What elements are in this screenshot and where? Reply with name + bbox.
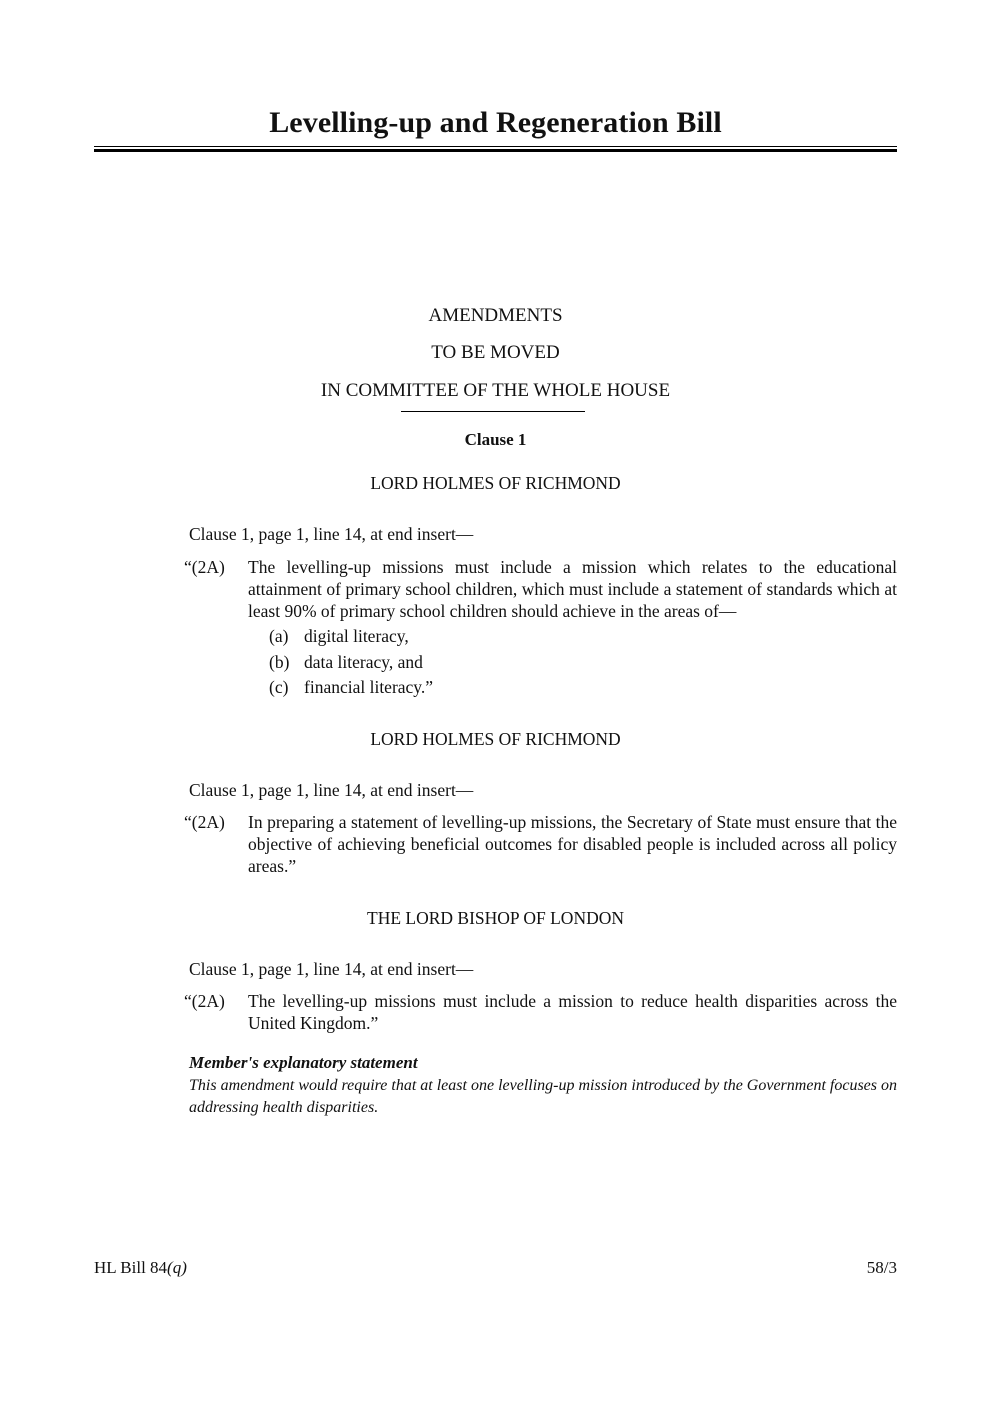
amendment-1-mover: LORD HOLMES OF RICHMOND	[370, 473, 621, 493]
amendment-2-text: In preparing a statement of levelling-up missions, the Secretary of State must ensure that the objective of achieving beneficial outcomes for disabled people is included across all policy areas.”	[248, 812, 897, 876]
list-item: (c) financial literacy.”	[269, 677, 434, 697]
explanatory-statement-text: This amendment would require that at least one levelling-up mission introduced by the Government focuses on addressing health disparities.	[189, 1077, 897, 1116]
amendment-3-text: The levelling-up missions must include a mission to reduce health disparities across the United Kingdom.”	[248, 991, 897, 1033]
heading-committee: IN COMMITTEE OF THE WHOLE HOUSE	[320, 380, 671, 401]
amendment-3	[184, 990, 897, 1038]
heading-to-be-moved: TO BE MOVED	[431, 342, 560, 363]
title-rule-thin	[94, 146, 897, 147]
amendment-1-text: The levelling-up missions must include a mission which relates to the educational attainment of primary school children, which must include a statement of standards which at least 90% of primary school children should achieve in the areas of—	[248, 557, 897, 621]
amendment-2-mover: LORD HOLMES OF RICHMOND	[370, 729, 621, 749]
document-title: Levelling-up and Regeneration Bill	[269, 106, 722, 139]
title-rule-thick	[94, 149, 897, 152]
footer-page-reference: 58/3	[866, 1258, 897, 1277]
amendment-1	[184, 556, 897, 696]
amendment-3-mover: THE LORD BISHOP OF LONDON	[367, 908, 624, 928]
amendment-2-number: “(2A)	[184, 812, 225, 832]
amendment-3-instruction: Clause 1, page 1, line 14, at end insert—	[189, 959, 474, 979]
heading-rule	[401, 411, 585, 412]
list-item: (b) data literacy, and	[269, 652, 423, 672]
list-item: (a) digital literacy,	[269, 626, 409, 646]
heading-amendments: AMENDMENTS	[428, 305, 563, 326]
footer-bill-reference: HL Bill 84(q)	[94, 1258, 187, 1277]
explanatory-statement-heading: Member's explanatory statement	[189, 1053, 418, 1072]
amendment-1-instruction: Clause 1, page 1, line 14, at end insert—	[189, 524, 474, 544]
amendment-2-instruction: Clause 1, page 1, line 14, at end insert—	[189, 780, 474, 800]
amendment-1-number: “(2A)	[184, 557, 225, 577]
amendment-2	[184, 811, 897, 881]
amendment-3-number: “(2A)	[184, 991, 225, 1011]
clause-heading: Clause 1	[464, 430, 527, 449]
